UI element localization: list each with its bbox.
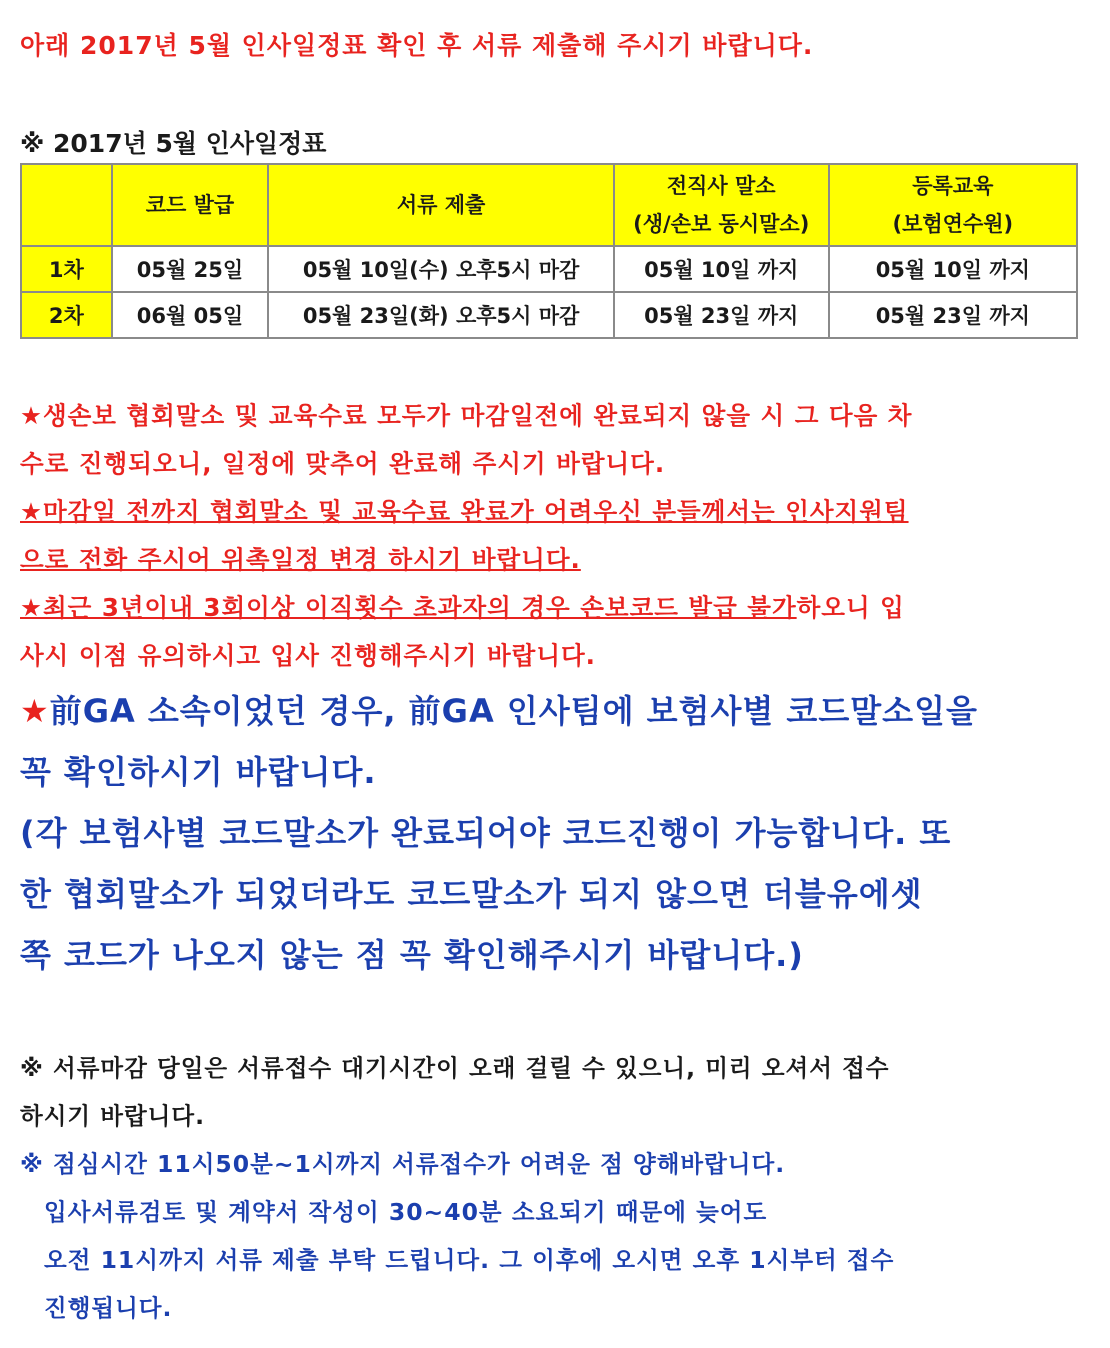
notice-line: ※ 서류마감 당일은 서류접수 대기시간이 오래 걸릴 수 있으니, 미리 오셔서 접수 [20, 1054, 890, 1082]
notice-line: 하시기 바랍니다. [20, 1102, 206, 1130]
header-registration-education [829, 164, 1077, 246]
notice-line: (각 보험사별 코드말소가 완료되어야 코드진행이 가능합니다. 또 [20, 814, 952, 852]
table-row [21, 292, 1077, 338]
notice-lunch-hours [20, 1140, 1072, 1332]
notice-line: 오전 11시까지 서류 제출 부탁 드립니다. 그 이후에 오시면 오후 1시부터 접수 [44, 1246, 895, 1274]
header-doc-submission: 서류 제출 [268, 164, 614, 246]
notice-line: ※ 점심시간 11시50분~1시까지 서류접수가 어려운 점 양해바랍니다. [20, 1150, 786, 1178]
notice-line: 꼭 확인하시기 바랍니다. [20, 753, 377, 791]
round-cell: 2차 [21, 292, 112, 338]
docs-cell: 05월 23일(화) 오후5시 마감 [268, 292, 614, 338]
notice-line: 입사서류검토 및 계약서 작성이 30~40분 소요되기 때문에 늦어도 [44, 1198, 768, 1226]
docs-cell: 05월 10일(수) 오후5시 마감 [268, 246, 614, 292]
header-edu-line1: 등록교육 [912, 174, 994, 198]
notice-line: 진행됩니다. [44, 1294, 173, 1322]
notice-line: 쪽 코드가 나오지 않는 점 꼭 확인해주시기 바랍니다.) [20, 936, 804, 974]
notice-line: 수로 진행되오니, 일정에 맞추어 완료해 주시기 바랍니다. [20, 449, 666, 478]
notice-line-rest: 하오니 입 [796, 593, 905, 622]
edu-cell: 05월 10일 까지 [829, 246, 1077, 292]
round-cell: 1차 [21, 246, 112, 292]
schedule-table [20, 163, 1078, 339]
cancel-cell: 05월 10일 까지 [614, 246, 829, 292]
table-header-row [21, 164, 1077, 246]
notice-line: 前GA 소속이었던 경우, 前GA 인사팀에 보험사별 코드말소일을 [49, 692, 978, 730]
notice-line: 으로 전화 주시어 위촉일정 변경 하시기 바랍니다. [20, 545, 581, 574]
notice-job-change-limit [20, 584, 1072, 680]
table-row [21, 246, 1077, 292]
header-round [21, 164, 112, 246]
header-previous-company-cancel [614, 164, 829, 246]
edu-cell: 05월 23일 까지 [829, 292, 1077, 338]
cancel-cell: 05월 23일 까지 [614, 292, 829, 338]
star-icon: ★ [20, 692, 50, 730]
notice-line: 한 협회말소가 되었더라도 코드말소가 되지 않으면 더블유에셋 [20, 875, 923, 913]
notice-line: 사시 이점 유의하시고 입사 진행해주시기 바랍니다. [20, 641, 596, 670]
schedule-table-title: ※ 2017년 5월 인사일정표 [20, 129, 327, 158]
notice-late-processing [20, 392, 1072, 488]
notice-former-ga [20, 681, 1072, 986]
header-cancel-line2: (생/손보 동시말소) [633, 212, 810, 236]
notice-line: ★마감일 전까지 협회말소 및 교육수료 완료가 어려우신 분들께서는 인사지원팀 [20, 497, 909, 526]
intro-text: 아래 2017년 5월 인사일정표 확인 후 서류 제출해 주시기 바랍니다. [20, 31, 814, 60]
code-cell: 05월 25일 [112, 246, 269, 292]
notice-deadline-wait [20, 1044, 1072, 1140]
notice-line-underlined: ★최근 3년이내 3회이상 이직횟수 초과자의 경우 손보코드 발급 불가 [20, 593, 797, 622]
header-edu-line2: (보험연수원) [892, 212, 1014, 236]
header-cancel-line1: 전직사 말소 [666, 174, 776, 198]
code-cell: 06월 05일 [112, 292, 269, 338]
notice-schedule-change [20, 488, 1072, 584]
header-code-issue: 코드 발급 [112, 164, 269, 246]
notice-line: ★생손보 협회말소 및 교육수료 모두가 마감일전에 완료되지 않을 시 그 다음 차 [20, 401, 913, 430]
